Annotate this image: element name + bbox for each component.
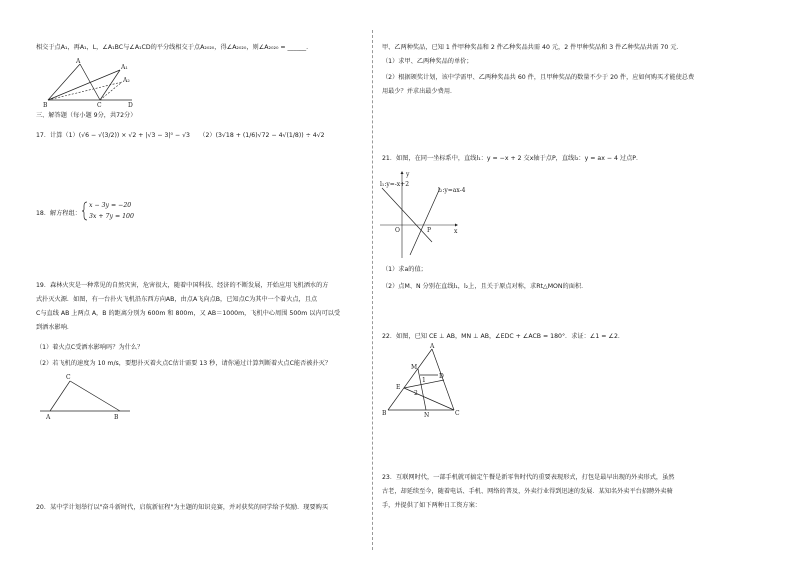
question-20-continued: 甲、乙两种奖品，已知 1 件甲种奖品和 2 件乙种奖品共需 40 元，2 件甲种奖品和 3 件乙种奖品共需 70 元．	[382, 44, 683, 51]
label-M: M	[411, 364, 418, 371]
label-x-axis: x	[454, 228, 458, 235]
label-P: P	[427, 227, 432, 234]
question-19-line-1: 19．森林火灾是一种常见的自然灾害，危害很大，随着中国科技、经济的不断发展，开始应用飞机洒水的方	[36, 282, 329, 289]
label-l2: l₂:y=ax-4	[438, 187, 466, 194]
section-3-heading: 三、解答题（每小题 9分，共72分）	[36, 112, 137, 119]
question-19-line-3: C与直线 AB 上两点 A，B 的距离分别为 600m 和 800m，又 AB＝1000m，飞机中心周围 500m 以内可以受	[36, 310, 341, 317]
label-D: D	[128, 102, 133, 109]
label-B: B	[43, 102, 48, 109]
question-17: 17．计算（1）(√6 − √(3/2)) × √2 + |√3 − 3|⁰ − √3 （2）(3√18 + (1/6)√72 − 4√(1/8)) ÷ 4√2	[36, 132, 325, 139]
question-19-part-1: （1）着火点C受洒水影响吗？为什么？	[36, 344, 144, 351]
question-21-part-1: （1）求a的值；	[382, 266, 427, 273]
label-C: C	[97, 102, 102, 109]
question-23-line-1: 23．互联网时代，一部手机就可搞定午餐是新零售时代的重要表现形式，打包是最早出现的外卖形式，虽然	[382, 474, 675, 481]
label-l1: l₁:y=-x+2	[380, 181, 410, 188]
label-A2: A₂	[123, 77, 130, 84]
label-C: C	[455, 410, 460, 417]
question-20-part-2-cont: 用最少？并求出最少费用．	[382, 88, 457, 95]
question-21: 21．如图，在同一坐标系中，直线l₁：y = −x + 2 交x轴于点P，直线l₂：y = ax − 4 过点P．	[382, 155, 643, 162]
question-19-line-4: 到洒水影响．	[36, 324, 74, 331]
label-A: A	[430, 343, 435, 350]
label-C: C	[66, 374, 71, 381]
equation-1: x − 3y = −20	[89, 202, 132, 209]
brace-icon	[82, 201, 88, 221]
label-B: B	[114, 414, 119, 421]
figure-q21-coordinate-plane	[380, 170, 466, 260]
label-E: E	[396, 384, 401, 391]
column-divider	[372, 30, 373, 550]
label-A: A	[46, 414, 51, 421]
label-angle-2: 2	[414, 390, 418, 397]
figure-q19	[40, 373, 140, 421]
equation-2: 3x + 7y = 100	[89, 213, 134, 220]
label-N: N	[424, 412, 430, 419]
figure-q22	[382, 343, 462, 419]
question-20-part-2: （2）根据颁奖计划，该中学需甲、乙两种奖品共 60 件，且甲种奖品的数量不少于 20 件，应如何购买才能使总费	[382, 74, 695, 81]
q16-continuation: 相交于点A₁，再A₁，L，∠A₁BC与∠A₁CD的平分线相交于点A₂₀₂₀，得∠A₂₀₂₀，则∠A₂₀₂₀ = ______.	[36, 44, 309, 51]
question-20: 20．某中学计划举行以"奋斗新时代，启航新征程"为主题的知识竞赛，并对获奖的同学给予奖励．现要购买	[36, 504, 329, 511]
label-A: A	[76, 58, 81, 65]
figure-q16	[40, 58, 140, 109]
label-y-axis: y	[406, 171, 410, 178]
label-angle-1: 1	[422, 377, 426, 384]
question-22: 22．如图，已知 CE ⊥ AB，MN ⊥ AB，∠EDC + ∠ACB = 180°．求证：∠1 = ∠2．	[382, 333, 625, 340]
label-A1: A₁	[121, 64, 128, 71]
label-D: D	[439, 373, 444, 380]
question-23-line-2: 古老，却延续至今，随着电话、手机、网络的普及，外卖行业得到迅速的发展．某知名外卖平台招聘外卖骑	[382, 488, 673, 495]
question-20-part-1: （1）求甲、乙两种奖品的单价；	[382, 58, 473, 65]
label-origin: O	[395, 227, 400, 234]
question-19-line-2: 式扑灭火源．如图，有一台扑火飞机沿东西方向AB，由点A飞向点B，已知点C为其中一个着火点，且点	[36, 296, 318, 303]
label-B: B	[382, 410, 387, 417]
question-18-label: 18．解方程组：	[36, 210, 81, 217]
question-23-line-3: 手，并提供了如下两种日工资方案：	[382, 502, 481, 509]
question-21-part-2: （2）点M、N 分别在直线l₁，l₂上，且关于原点对称，求Rt△MON的面积．	[382, 283, 588, 290]
question-19-part-2: （2）若飞机的速度为 10 m/s，要想扑灭着火点C估计需要 13 秒，请你通过计算判断着火点C能否被扑灭？	[36, 360, 332, 367]
